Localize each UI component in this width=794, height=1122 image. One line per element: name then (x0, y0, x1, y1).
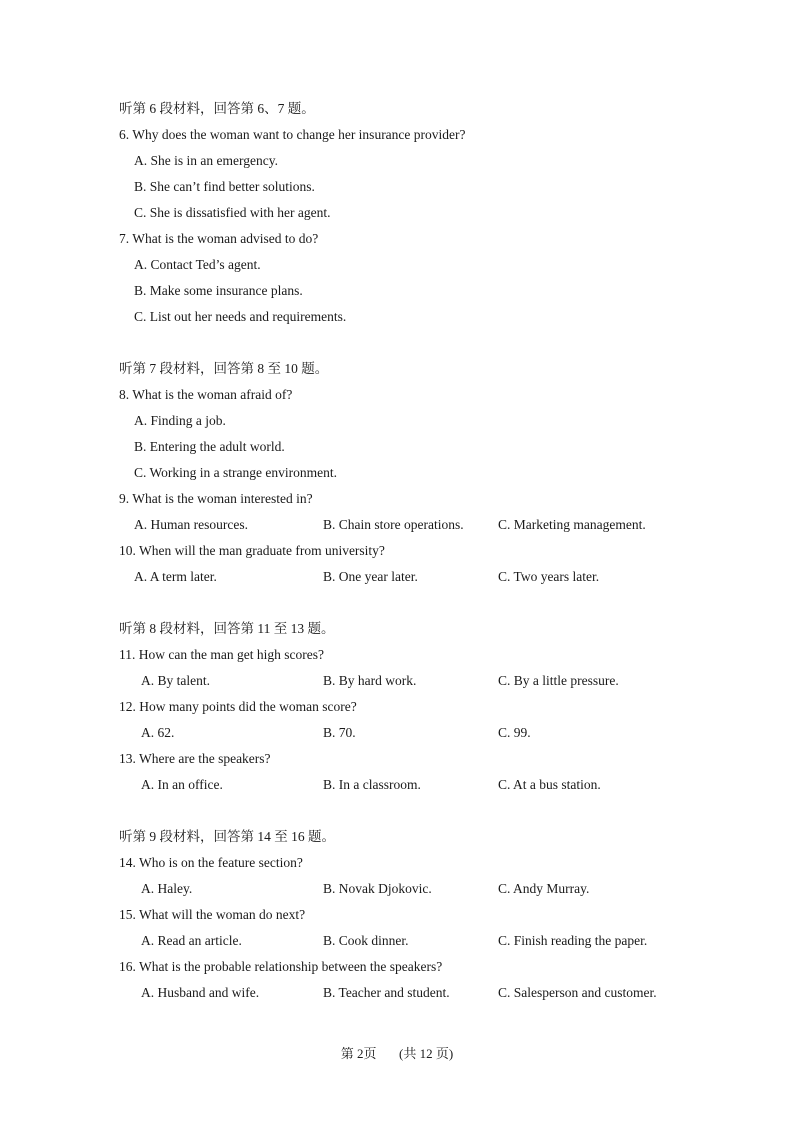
section-heading: 听第 7 段材料，回答第 8 至 10 题。 (119, 361, 329, 376)
question-text: 14. Who is on the feature section? (119, 855, 303, 870)
question-text: 12. How many points did the woman score? (119, 699, 357, 714)
option-c: C. Two years later. (498, 569, 600, 584)
question-text: 16. What is the probable relationship between the speakers? (119, 959, 443, 974)
page-footer (0, 1043, 794, 1062)
page-number: 第 2页 (340, 1046, 377, 1061)
option-b: B. 70. (323, 725, 356, 740)
section-heading: 听第 9 段材料，回答第 14 至 16 题。 (119, 829, 335, 844)
option-a: A. She is in an emergency. (134, 153, 278, 168)
option-c: C. Andy Murray. (498, 881, 590, 896)
option-c: C. Salesperson and customer. (498, 985, 657, 1000)
option-c: C. List out her needs and requirements. (134, 309, 347, 324)
option-a: A. 62. (141, 725, 175, 740)
option-a: A. A term later. (134, 569, 217, 584)
question-text: 8. What is the woman afraid of? (119, 387, 293, 402)
page-total: (共 12 页) (399, 1046, 454, 1061)
option-a: A. Haley. (141, 881, 193, 896)
option-b: B. Novak Djokovic. (323, 881, 432, 896)
option-b: B. She can’t find better solutions. (134, 179, 315, 194)
option-a: A. Human resources. (134, 517, 248, 532)
option-b: B. Cook dinner. (323, 933, 409, 948)
question-text: 10. When will the man graduate from university? (119, 543, 385, 558)
option-b: B. In a classroom. (323, 777, 421, 792)
option-a: A. Husband and wife. (141, 985, 260, 1000)
option-b: B. Teacher and student. (323, 985, 450, 1000)
option-c: C. 99. (498, 725, 531, 740)
option-c: C. Working in a strange environment. (134, 465, 338, 480)
option-b: B. One year later. (323, 569, 418, 584)
question-text: 6. Why does the woman want to change her insurance provider? (119, 127, 466, 142)
option-b: B. Make some insurance plans. (134, 283, 303, 298)
option-c: C. By a little pressure. (498, 673, 619, 688)
option-c: C. Marketing management. (498, 517, 646, 532)
option-b: B. Chain store operations. (323, 517, 464, 532)
question-text: 9. What is the woman interested in? (119, 491, 313, 506)
option-a: A. Contact Ted’s agent. (134, 257, 261, 272)
option-c: C. She is dissatisfied with her agent. (134, 205, 331, 220)
option-a: A. In an office. (141, 777, 223, 792)
option-c: C. At a bus station. (498, 777, 601, 792)
question-text: 13. Where are the speakers? (119, 751, 271, 766)
question-text: 11. How can the man get high scores? (119, 647, 324, 662)
question-text: 15. What will the woman do next? (119, 907, 306, 922)
option-a: A. Read an article. (141, 933, 242, 948)
option-c: C. Finish reading the paper. (498, 933, 648, 948)
section-heading: 听第 8 段材料，回答第 11 至 13 题。 (119, 621, 335, 636)
option-a: A. By talent. (141, 673, 210, 688)
section-heading: 听第 6 段材料，回答第 6、7 题。 (119, 101, 315, 116)
option-b: B. Entering the adult world. (134, 439, 285, 454)
option-a: A. Finding a job. (134, 413, 226, 428)
option-b: B. By hard work. (323, 673, 417, 688)
question-text: 7. What is the woman advised to do? (119, 231, 319, 246)
